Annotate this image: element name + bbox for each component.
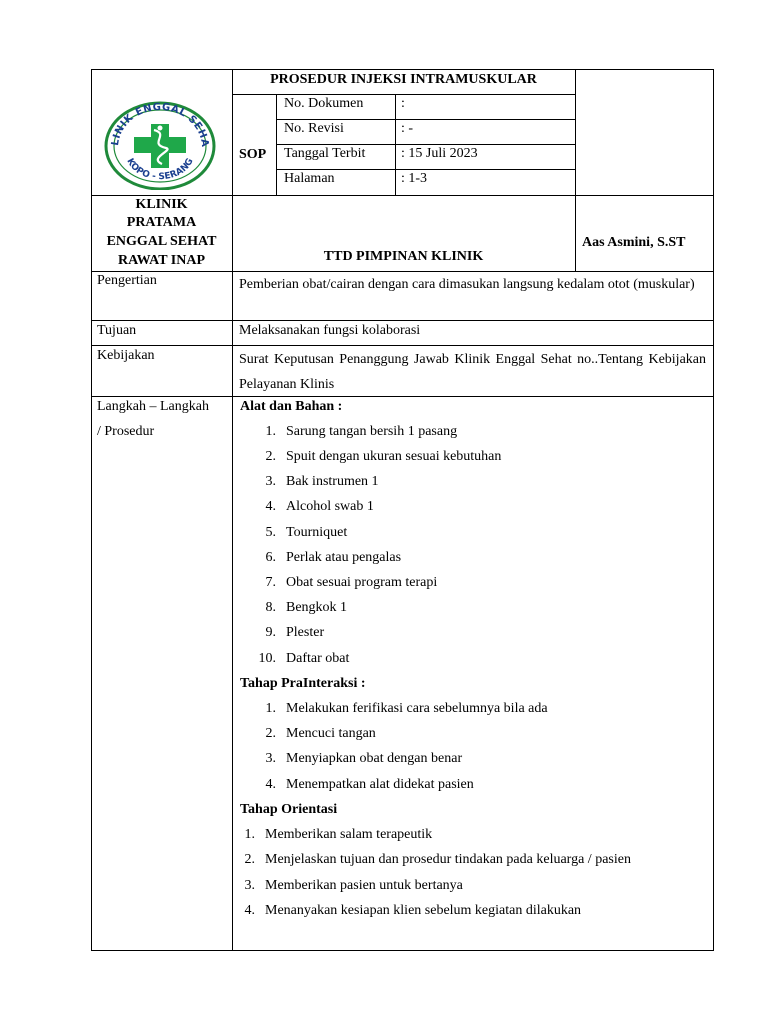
list-number: 7. xyxy=(265,575,276,590)
list-number: 1. xyxy=(244,827,255,842)
prainteraksi-heading: Tahap PraInteraksi : xyxy=(240,676,366,691)
list-item: Mencuci tangan xyxy=(286,726,376,741)
list-number: 4. xyxy=(244,903,255,918)
field-label-no-revisi: No. Revisi xyxy=(284,121,344,136)
clinic-name-line: RAWAT INAP xyxy=(118,253,205,268)
field-value-no-dokumen: : xyxy=(401,96,405,111)
clinic-name-line: PRATAMA xyxy=(126,215,197,230)
list-item: Melakukan ferifikasi cara sebelumnya bila ada xyxy=(286,701,548,716)
list-item: Memberikan salam terapeutik xyxy=(265,827,433,842)
list-item: Memberikan pasien untuk bertanya xyxy=(265,878,463,893)
row-label-tujuan: Tujuan xyxy=(97,323,137,338)
field-value-halaman: : 1-3 xyxy=(401,171,428,186)
document-title: PROSEDUR INJEKSI INTRAMUSKULAR xyxy=(270,72,537,87)
list-number: 1. xyxy=(265,424,276,439)
tujuan-row-line xyxy=(91,345,714,346)
list-item: Daftar obat xyxy=(286,651,350,666)
list-item: Bak instrumen 1 xyxy=(286,474,379,489)
field-label-tanggal-terbit: Tanggal Terbit xyxy=(284,146,366,161)
row-label-kebijakan: Kebijakan xyxy=(97,348,155,363)
header-divider-right xyxy=(575,69,576,271)
list-item: Menjelaskan tujuan dan prosedur tindakan pada keluarga / pasien xyxy=(265,852,631,867)
list-number: 2. xyxy=(244,852,255,867)
list-number: 6. xyxy=(265,550,276,565)
list-number: 4. xyxy=(265,777,276,792)
list-item: Plester xyxy=(286,625,325,640)
svg-text:KLINIK ENGGAL SEHAT: LINIK ENGGAL SEHA xyxy=(109,101,211,148)
list-number: 2. xyxy=(265,726,276,741)
list-item: Alcohol swab 1 xyxy=(286,499,374,514)
row-label-prosedur: / Prosedur xyxy=(97,424,155,439)
clinic-name-line: KLINIK xyxy=(135,197,188,212)
signature-label: TTD PIMPINAN KLINIK xyxy=(323,249,484,264)
list-item: Menanyakan kesiapan klien sebelum kegiatan dilakukan xyxy=(265,903,582,918)
table-border-bottom xyxy=(91,950,714,951)
list-number: 3. xyxy=(265,474,276,489)
list-number: 2. xyxy=(265,449,276,464)
list-item: Menempatkan alat didekat pasien xyxy=(286,777,474,792)
field-value-no-revisi: : - xyxy=(401,121,414,136)
list-number: 8. xyxy=(265,600,276,615)
field-value-tanggal-terbit: : 15 Juli 2023 xyxy=(401,146,478,161)
list-number: 3. xyxy=(265,751,276,766)
signer-name: Aas Asmini, S.ST xyxy=(582,235,686,250)
clinic-logo xyxy=(104,100,216,190)
list-number: 3. xyxy=(244,878,255,893)
pengertian-row-line xyxy=(91,320,714,321)
alat-heading: Alat dan Bahan : xyxy=(240,399,343,414)
list-number: 1. xyxy=(265,701,276,716)
row-label-langkah: Langkah – Langkah xyxy=(97,399,209,414)
list-item: Spuit dengan ukuran sesuai kebutuhan xyxy=(286,449,502,464)
table-border-right xyxy=(713,69,714,951)
list-item: Tourniquet xyxy=(286,525,348,540)
list-item: Bengkok 1 xyxy=(286,600,348,615)
list-number: 4. xyxy=(265,499,276,514)
list-item: Menyiapkan obat dengan benar xyxy=(286,751,463,766)
svg-text:KOPO - SERANG: KOPO - SERANG xyxy=(124,156,196,183)
orientasi-heading: Tahap Orientasi xyxy=(240,802,338,817)
field-label-halaman: Halaman xyxy=(284,171,335,186)
clinic-name-line: ENGGAL SEHAT xyxy=(106,234,217,249)
row-label-pengertian: Pengertian xyxy=(97,273,157,288)
kebijakan-text: Surat Keputusan Penanggung Jawab Klinik Enggal Sehat no..Tentang Kebijakan Pelayanan Klinis xyxy=(239,352,706,392)
table-border-top xyxy=(91,69,714,70)
list-item: Obat sesuai program terapi xyxy=(286,575,438,590)
list-number: 5. xyxy=(265,525,276,540)
pengertian-text: Pemberian obat/cairan dengan cara dimasukan langsung kedalam otot (muskular) xyxy=(239,277,695,292)
list-item: Sarung tangan bersih 1 pasang xyxy=(286,424,458,439)
list-item: Perlak atau pengalas xyxy=(286,550,402,565)
tujuan-text: Melaksanakan fungsi kolaborasi xyxy=(239,323,421,338)
field-label-no-dokumen: No. Dokumen xyxy=(284,96,364,111)
sop-label: SOP xyxy=(239,147,267,162)
list-number: 9. xyxy=(265,625,276,640)
list-number: 10. xyxy=(258,651,276,666)
